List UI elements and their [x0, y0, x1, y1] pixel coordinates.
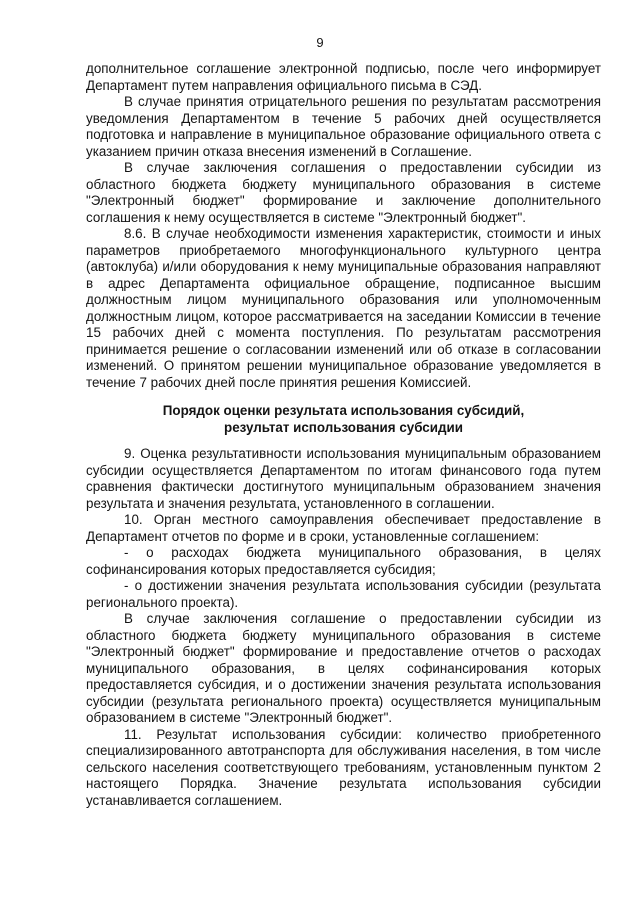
paragraph-8-6: 8.6. В случае необходимости изменения характеристик, стоимости и иных параметров приобретаемого многофункционального культурного центра (автоклуба) и/или оборудования к нему муниципальные образования направляют в адрес Департамента официальное обращение, подписанное высшим должностным лицом муниципального образования или уполномоченным должностным лицом, которое рассматривается на заседании Комиссии в течение 15 рабочих дней с момента поступления. По результатам рассмотрения принимается решение о согласовании изменений или об отказе в согласовании изменений. О принятом решении муниципальное образование уведомляется в течение 7 рабочих дней после принятия решения Комиссией.	[86, 226, 601, 390]
paragraph-11: 11. Результат использования субсидии: количество приобретенного специализированного автотранспорта для обслуживания населения, в том числе сельского населения соответствующего требованиям, установленным пунктом 2 настоящего Порядка. Значение результата использования субсидии устанавливается соглашением.	[86, 726, 601, 808]
paragraph-9: 9. Оценка результативности использования муниципальным образованием субсидии осуществляется Департаментом по итогам финансового года путем сравнения фактически достигнутого муниципальным образованием значения результата и значения результата, установленного в соглашении.	[86, 446, 601, 511]
section-heading-line-2: результат использования субсидии	[224, 419, 463, 435]
paragraph-electronic-budget-reports: В случае заключения соглашение о предоставлении субсидии из областного бюджета бюджету муниципального образования в системе "Электронный бюджет" формирование и предоставление отчетов о расходах муниципального образования, в целях софинансирования которых предоставляется субсидия, и о достижении значения результата использования субсидии (результата регионального проекта) осуществляется муниципальным образованием в системе "Электронный бюджет".	[86, 611, 601, 725]
section-heading-line-1: Порядок оценки результата использования субсидий,	[162, 403, 525, 418]
page-number: 9	[316, 35, 324, 50]
list-item-result-report: - о достижении значения результата использования субсидии (результата регионального проекта).	[86, 578, 601, 610]
list-item-expense-report: - о расходах бюджета муниципального образования, в целях софинансирования которых предоставляется субсидия;	[86, 545, 601, 577]
section-heading	[86, 403, 601, 436]
paragraph-negative-decision: В случае принятия отрицательного решения по результатам рассмотрения уведомления Департаментом в течение 5 рабочих дней осуществляется подготовка и направление в муниципальное образование официального ответа с указанием причин отказа внесения изменений в Соглашение.	[86, 94, 601, 159]
document-body	[86, 61, 601, 809]
paragraph-electronic-budget-agreement: В случае заключения соглашения о предоставлении субсидии из областного бюджета бюджету муниципального образования в системе "Электронный бюджет" формирование и заключение дополнительного соглашения к нему осуществляется в системе "Электронный бюджет".	[86, 160, 601, 225]
paragraph-continuation: дополнительное соглашение электронной подписью, после чего информирует Департамент путем направления официального письма в СЭД.	[86, 61, 601, 93]
paragraph-10: 10. Орган местного самоуправления обеспечивает предоставление в Департамент отчетов по форме и в сроки, установленные соглашением:	[86, 512, 601, 544]
